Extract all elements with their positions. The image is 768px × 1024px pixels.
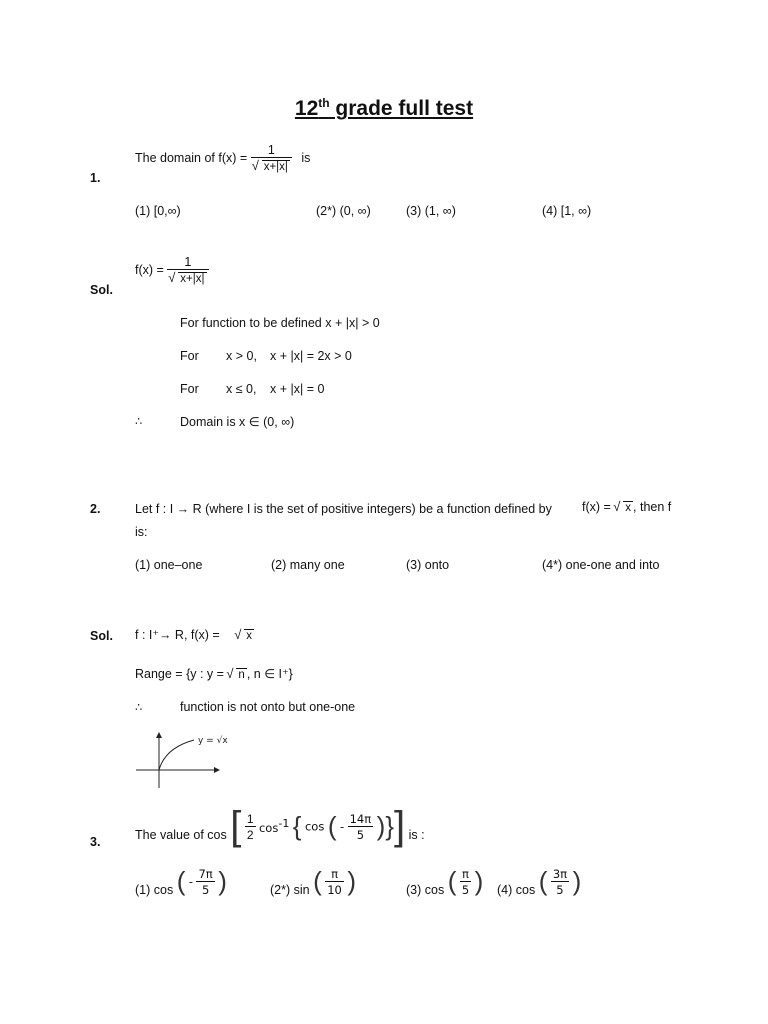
- option-fraction: [551, 867, 569, 897]
- title-number: 12: [294, 97, 319, 120]
- solution-1-line-2-result: x + |x| = 2x > 0: [270, 349, 352, 363]
- graph-label: y = √x: [198, 736, 228, 746]
- sqrt-content: x: [246, 630, 252, 642]
- sqrt-content: x: [625, 502, 632, 514]
- inner-fraction: [348, 812, 374, 842]
- left-paren: (: [538, 866, 548, 896]
- right-paren: ): [347, 866, 357, 896]
- right-paren: ): [376, 811, 386, 841]
- question-1-number: 1.: [90, 171, 101, 185]
- option-prefix: (4) cos: [497, 882, 536, 897]
- right-paren: ): [218, 866, 227, 896]
- question-1-prefix: The domain of f(x) =: [135, 151, 251, 165]
- fraction-denominator: 5: [461, 882, 470, 897]
- option-prefix: (2*) sin: [270, 882, 310, 897]
- title-text: grade full test: [329, 97, 474, 120]
- question-1-fraction: [251, 143, 292, 173]
- option-prefix: (3) cos: [406, 882, 445, 897]
- solution-1-line-2-for: For: [180, 349, 199, 363]
- half-fraction: [245, 812, 256, 842]
- q3-option-1: [135, 866, 227, 897]
- option-prefix: (1) cos: [135, 882, 174, 897]
- left-paren: (: [313, 866, 322, 896]
- solution-2-conclusion: function is not onto but one-one: [180, 700, 356, 714]
- solution-1-fraction: [167, 255, 208, 285]
- sqrt-symbol: [169, 271, 206, 285]
- option-fraction: [325, 867, 344, 897]
- range-suffix: , n ∈ I⁺}: [246, 667, 293, 681]
- option-fraction: [460, 867, 471, 897]
- q2-option-3: (3) onto: [406, 558, 450, 572]
- question-2-text: Let f : I → R (where I is the set of positive integers) be a function defined by: [135, 502, 552, 516]
- fraction-denominator: 5: [348, 826, 374, 842]
- option-fraction: [196, 867, 214, 897]
- q3-option-4: [497, 866, 581, 897]
- question-3-number: 3.: [90, 835, 101, 849]
- question-3-suffix: is :: [408, 827, 425, 842]
- fraction-numerator: 1: [246, 811, 254, 826]
- question-2-fx: f(x) =: [582, 500, 615, 514]
- sqrt-content: x+|x|: [263, 161, 288, 173]
- question-2-is: is:: [135, 525, 148, 539]
- question-2-then: , then f: [633, 500, 672, 514]
- fraction-denominator: [251, 157, 292, 173]
- sqrt-content: n: [238, 669, 245, 681]
- solution-2-label: Sol.: [90, 629, 113, 643]
- solution-1-label: Sol.: [90, 283, 113, 297]
- inverse-superscript: -1: [278, 817, 290, 831]
- sqrt-symbol: [235, 628, 254, 642]
- therefore-symbol: ∴: [135, 700, 143, 714]
- q2-option-2: (2) many one: [271, 558, 345, 572]
- q2-option-1: (1) one–one: [135, 558, 203, 572]
- sqrt-symbol: [227, 667, 246, 681]
- q1-option-4: (4) [1, ∞): [542, 204, 592, 218]
- question-1-suffix: is: [301, 151, 311, 165]
- right-brace: }: [385, 811, 395, 841]
- cos-text: cos: [304, 819, 325, 834]
- fraction-numerator: 14π: [349, 811, 372, 826]
- solution-1-line-3-cond: x ≤ 0,: [226, 382, 257, 396]
- left-brace: {: [292, 811, 302, 841]
- fraction-numerator: π: [331, 866, 339, 881]
- solution-1-line-1: For function to be defined x + |x| > 0: [180, 316, 380, 330]
- left-paren: (: [327, 811, 337, 841]
- solution-1-fx-label: f(x) =: [135, 263, 168, 277]
- cos-inverse-text: cos: [258, 821, 279, 836]
- q1-option-1: (1) [0,∞): [135, 204, 181, 218]
- question-1-text: [135, 143, 310, 173]
- solution-1-line-3-for: For: [180, 382, 199, 396]
- minus-sign: -: [339, 819, 345, 834]
- fraction-denominator: 5: [196, 881, 214, 897]
- solution-2-line-1: [135, 627, 254, 642]
- sqrt-graph: [134, 730, 234, 792]
- fraction-denominator: 10: [327, 882, 342, 897]
- solution-2-line-1-text: f : I⁺→ R, f(x) =: [135, 628, 224, 642]
- question-2-number: 2.: [90, 502, 101, 516]
- solution-1-line-2-cond: x > 0,: [226, 349, 257, 363]
- q1-option-2: (2*) (0, ∞): [316, 204, 371, 218]
- sqrt-symbol: [253, 159, 290, 173]
- minus-sign: -: [188, 874, 193, 889]
- fraction-denominator: 2: [246, 827, 254, 842]
- sqrt-content: x+|x|: [180, 273, 205, 285]
- fraction-numerator: π: [462, 866, 469, 881]
- q2-option-4: (4*) one-one and into: [542, 558, 660, 572]
- sqrt-curve: [159, 740, 194, 770]
- x-axis-arrow-icon: [214, 767, 220, 773]
- range-prefix: Range = {y : y =: [135, 667, 228, 681]
- fraction-numerator: 1: [184, 255, 192, 269]
- question-3-prefix: The value of cos: [135, 827, 227, 842]
- right-paren: ): [572, 866, 582, 896]
- sqrt-symbol: [614, 500, 633, 514]
- right-bracket: ]: [394, 804, 406, 848]
- fraction-denominator: 5: [551, 881, 569, 897]
- title-superscript: th: [318, 96, 330, 110]
- fraction-numerator: 3π: [552, 866, 568, 881]
- solution-2-line-2: [135, 666, 293, 681]
- left-paren: (: [176, 866, 186, 896]
- cos-inverse: [258, 817, 290, 836]
- solution-1-conclusion: Domain is x ∈ (0, ∞): [180, 415, 295, 429]
- q3-option-2: [270, 866, 356, 897]
- page-title: [0, 96, 768, 121]
- solution-1-line-3-result: x + |x| = 0: [270, 382, 325, 396]
- q1-option-3: (3) (1, ∞): [406, 204, 456, 218]
- left-bracket: [: [230, 804, 242, 848]
- question-3-expression: [135, 804, 425, 849]
- left-paren: (: [447, 866, 457, 896]
- q3-option-3: [406, 866, 483, 897]
- fraction-numerator: 7π: [198, 866, 213, 881]
- therefore-symbol: ∴: [135, 414, 143, 428]
- question-2-function: [582, 500, 671, 514]
- solution-1-fx: [135, 255, 209, 285]
- fraction-denominator: [167, 269, 208, 285]
- y-axis-arrow-icon: [156, 732, 162, 738]
- fraction-numerator: 1: [267, 143, 275, 157]
- right-paren: ): [474, 866, 484, 896]
